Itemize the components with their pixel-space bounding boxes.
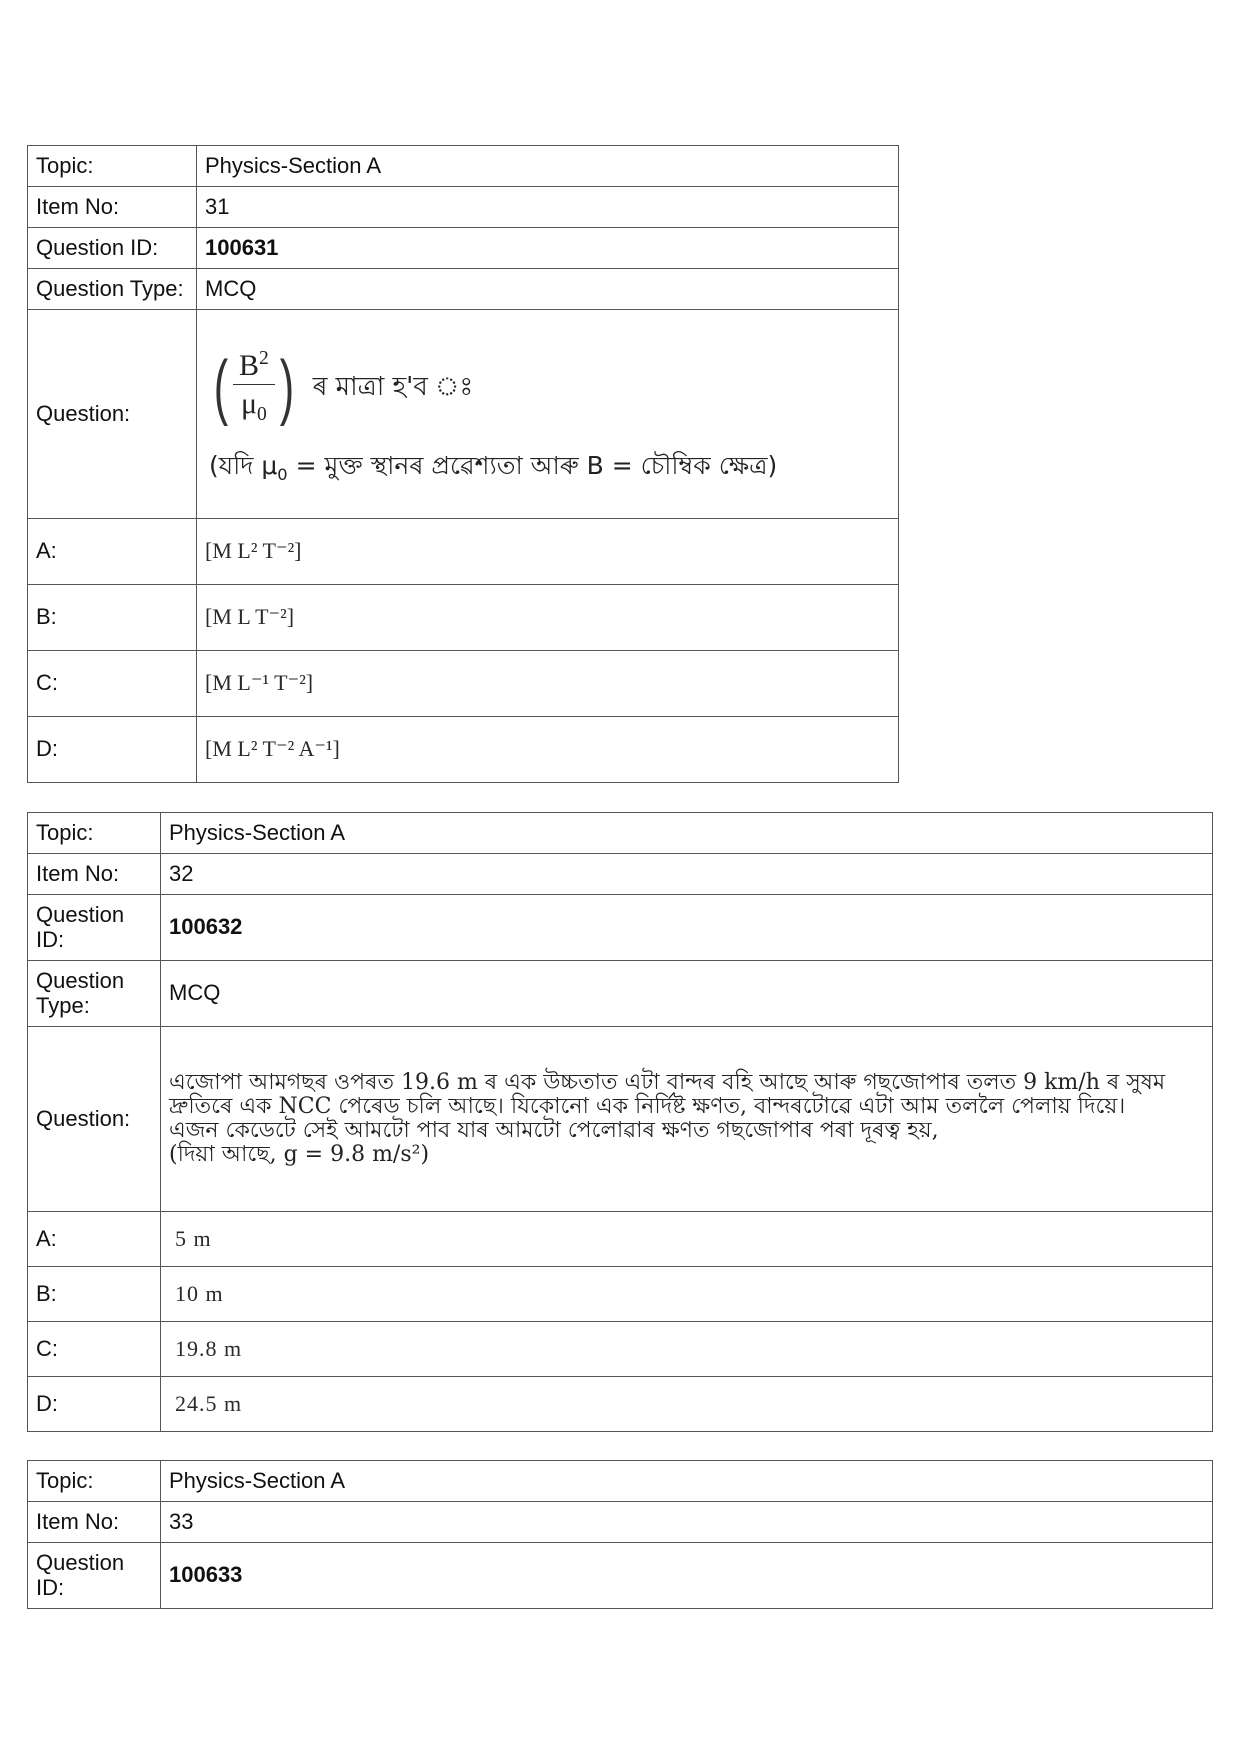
stem-line-1: এজোপা আমগছৰ ওপৰত 19.6 m ৰ এক উচ্চতাত এটা বান্দৰ বহি আছে আৰু গছজোপাৰ তলত 9 km/h ৰ সুষম xyxy=(169,1069,1166,1095)
row-option-a xyxy=(28,1212,1213,1267)
question-label: Question: xyxy=(28,310,197,519)
row-question-type xyxy=(28,269,899,310)
option-d-label: D: xyxy=(28,717,197,783)
item-no-value: 33 xyxy=(161,1502,1213,1543)
question-type-label: Question Type: xyxy=(28,961,161,1027)
row-question xyxy=(28,1027,1213,1212)
question-note: (যদি $\mu_0$ = মুক্ত স্থানৰ প্ৰৱেশ্যতা আৰু B = চৌম্বিক ক্ষেত্ৰ) xyxy=(209,451,778,485)
question-id-value: 100631 xyxy=(197,228,899,269)
topic-value: Physics-Section A xyxy=(161,813,1213,854)
option-a-label: A: xyxy=(28,1212,161,1267)
row-topic xyxy=(28,813,1213,854)
option-c-value: [M L⁻¹ T⁻²] xyxy=(197,651,899,717)
row-option-b xyxy=(28,1267,1213,1322)
question-stem-text: ৰ মাত্ৰা হ'ব ঃ xyxy=(312,371,474,402)
row-item-no xyxy=(28,187,899,228)
question-id-value: 100632 xyxy=(161,895,1213,961)
stem-line-4: (দিয়া আছে, g = 9.8 m/s²) xyxy=(169,1142,430,1168)
option-d-value: [M L² T⁻² A⁻¹] xyxy=(197,717,899,783)
option-a-label: A: xyxy=(28,519,197,585)
row-option-d xyxy=(28,717,899,783)
option-c-value: 19.8 m xyxy=(161,1322,1213,1377)
option-c-label: C: xyxy=(28,651,197,717)
row-option-a xyxy=(28,519,899,585)
item-no-label: Item No: xyxy=(28,1502,161,1543)
topic-label: Topic: xyxy=(28,813,161,854)
option-d-label: D: xyxy=(28,1377,161,1432)
row-item-no xyxy=(28,854,1213,895)
row-option-c xyxy=(28,651,899,717)
row-question-id xyxy=(28,228,899,269)
question-table-33 xyxy=(27,1460,1213,1609)
option-a-value: [M L² T⁻²] xyxy=(197,519,899,585)
stem-line-3: এজন কেডেটে সেই আমটো পাব যাৰ আমটো পেলোৱাৰ ক্ষণত গছজোপাৰ পৰা দূৰত্ব হয়, xyxy=(169,1118,939,1143)
topic-value: Physics-Section A xyxy=(161,1461,1213,1502)
item-no-label: Item No: xyxy=(28,187,197,228)
question-id-label: Question ID: xyxy=(28,1543,161,1609)
row-option-b xyxy=(28,585,899,651)
option-d-value: 24.5 m xyxy=(161,1377,1213,1432)
item-no-value: 31 xyxy=(197,187,899,228)
question-type-label: Question Type: xyxy=(28,269,197,310)
option-a-value: 5 m xyxy=(161,1212,1213,1267)
row-question-id xyxy=(28,895,1213,961)
question-id-label: Question ID: xyxy=(28,895,161,961)
row-option-d xyxy=(28,1377,1213,1432)
item-no-value: 32 xyxy=(161,854,1213,895)
row-question-type xyxy=(28,961,1213,1027)
topic-label: Topic: xyxy=(28,146,197,187)
question-id-value: 100633 xyxy=(161,1543,1213,1609)
item-no-label: Item No: xyxy=(28,854,161,895)
question-table-32 xyxy=(27,812,1213,1432)
question-label: Question: xyxy=(28,1027,161,1212)
row-question-id xyxy=(28,1543,1213,1609)
question-table-31 xyxy=(27,145,899,783)
option-b-value: 10 m xyxy=(161,1267,1213,1322)
question-body xyxy=(161,1027,1213,1212)
question-id-label: Question ID: xyxy=(28,228,197,269)
stem-line-2: দ্ৰুতিৰে এক NCC পেৰেড চলি আছে। যিকোনো এক নিৰ্দিষ্ট ক্ষণত, বান্দৰটোৱে এটা আম তললৈ পেলায় দিয়ে। xyxy=(169,1093,1126,1119)
row-topic xyxy=(28,146,899,187)
row-question xyxy=(28,310,899,519)
question-type-value: MCQ xyxy=(197,269,899,310)
topic-value: Physics-Section A xyxy=(197,146,899,187)
fraction-b2-over-mu0: $\frac{B^2}{\mu_0}$ xyxy=(233,348,275,425)
option-b-label: B: xyxy=(28,585,197,651)
row-topic xyxy=(28,1461,1213,1502)
topic-label: Topic: xyxy=(28,1461,161,1502)
question-type-value: MCQ xyxy=(161,961,1213,1027)
row-option-c xyxy=(28,1322,1213,1377)
option-b-value: [M L T⁻²] xyxy=(197,585,899,651)
option-c-label: C: xyxy=(28,1322,161,1377)
question-body: ( $\frac{B^2}{\mu_0}$ ) ৰ মাত্ৰা হ'ব ঃ (যদি $\mu_0$ = মুক্ত স্থানৰ প্ৰৱেশ্যতা আৰু B = চৌম্বিক ক্ষেত্ৰ) xyxy=(197,310,899,519)
row-item-no xyxy=(28,1502,1213,1543)
option-b-label: B: xyxy=(28,1267,161,1322)
